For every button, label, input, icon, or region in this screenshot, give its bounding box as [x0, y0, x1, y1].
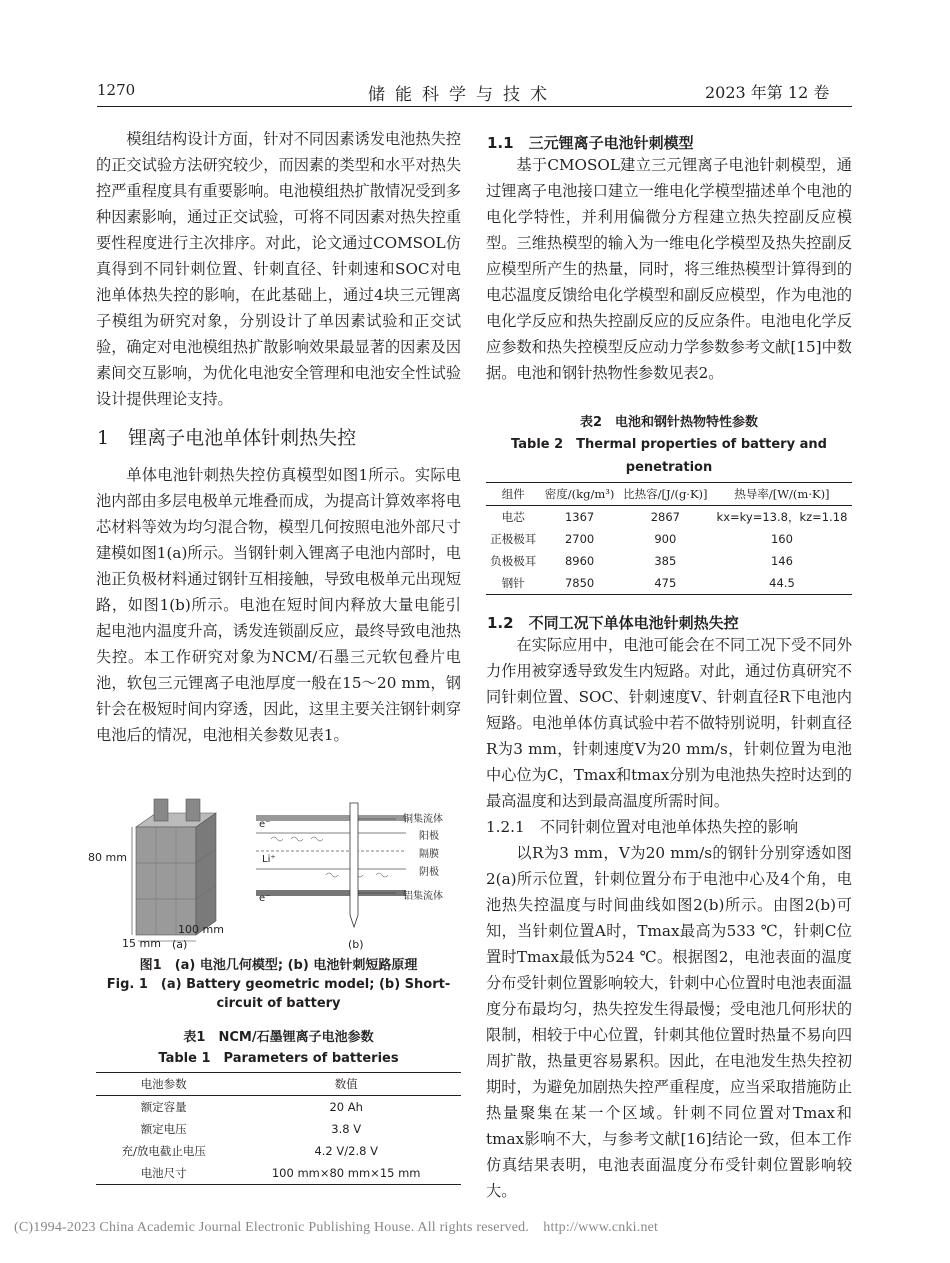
figure1-caption-cn: 图1 (a) 电池几何模型; (b) 电池针刺短路原理 [139, 958, 418, 973]
dim-80mm: 80 mm [88, 851, 127, 864]
table2-header: 比热容/[J/(g·K)] [619, 483, 712, 506]
figure1 [88, 795, 466, 955]
table2-cell: 385 [654, 554, 677, 568]
electron-bottom: e⁻ [259, 893, 271, 904]
dim-100mm: 100 mm [178, 923, 224, 936]
table-row [96, 1118, 461, 1140]
copyright-footer: (C)1994-2023 China Academic Journal Electronic Publishing House. All rights reserved. http://www.cnki.net [14, 1220, 659, 1235]
table1-cell: 4.2 V/2.8 V [314, 1144, 378, 1158]
table1-cell: 额定电压 [140, 1122, 187, 1136]
page-number: 1270 [97, 81, 136, 99]
table2-header: 热导率/[W/(m·K)] [712, 483, 852, 506]
table2-title-cn: 表2 电池和钢针热物特性参数 [579, 415, 759, 430]
section11-title: 1.1 三元锂离子电池针刺模型 [487, 134, 694, 152]
separator-label: 隔膜 [419, 849, 439, 860]
table-row [486, 506, 852, 529]
section12-paragraph: 在实际应用中，电池可能会在不同工况下受不同外力作用被穿透导致发生内短路。对此，通过仿真研究不同针刺位置、SOC、针刺速度V、针刺直径R下电池内短路。电池单体仿真试验中若不做特别说明，针刺直径R为3 mm，针刺速度V为20 mm/s，针刺位置为电池中心位为C，Tmax和tmax分别为电池热失控时达到的最高温度和达到最高温度所需时间。 [486, 636, 852, 810]
section1-paragraph: 单体电池针刺热失控仿真模型如图1所示。实际电池内部由多层电极单元堆叠而成，为提高计算效率将电芯材料等效为均匀混合物，模型几何按照电池外部尺寸建模如图1(a)所示。当钢针刺入锂离子电池内部时，电池正负极材料通过钢针互相接触，导致电极单元出现短路，如图1(b)所示。电池在短时间内释放大量电能引起电池内温度升高，诱发连锁副反应，最终导致电池热失控。本工作研究对象为NCM/石墨三元软包叠片电池，软包三元锂离子电池厚度一般在15～20 mm，钢针会在极短时间内穿透，因此，这里主要关注钢针刺穿电池后的情况，电池相关参数见表1。 [96, 466, 461, 744]
table1-cell: 充/放电截止电压 [121, 1144, 206, 1158]
table-row [96, 1096, 461, 1119]
table2-title-en-1: Table 2 Thermal properties of battery and [511, 437, 827, 452]
table2-cell: 8960 [564, 554, 595, 568]
table-row [486, 550, 852, 572]
table2-cell: 负极极耳 [490, 554, 537, 568]
table1-cell: 100 mm×80 mm×15 mm [231, 1162, 461, 1185]
label-b: (b) [348, 938, 364, 951]
table2-cell: 钢针 [486, 572, 540, 595]
table2-cell: 900 [654, 532, 677, 546]
section12-title: 1.2 不同工况下单体电池针刺热失控 [487, 614, 739, 632]
battery-model [132, 799, 216, 941]
table-row [486, 528, 852, 550]
table2-header: 密度/(kg/m³) [540, 483, 618, 506]
table2-header: 组件 [486, 483, 540, 506]
table1-cell: 20 Ah [329, 1100, 363, 1114]
table1-header: 电池参数 [96, 1073, 231, 1096]
cathode-label: 阴极 [419, 867, 439, 878]
table-row [486, 572, 852, 595]
cu-collector-label: 铜集流体 [403, 814, 443, 825]
al-collector-label: 铝集流体 [403, 891, 443, 902]
table1-title-cn: 表1 NCM/石墨锂离子电池参数 [183, 1030, 374, 1045]
table2 [486, 482, 852, 595]
table1-cell: 3.8 V [331, 1122, 362, 1136]
dim-15mm: 15 mm [122, 937, 161, 950]
table1-cell: 电池尺寸 [96, 1162, 231, 1185]
table2-cell: 1367 [564, 510, 595, 524]
table2-cell: 146 [770, 554, 793, 568]
figure1-caption-en: Fig. 1 (a) Battery geometric model; (b) Short-circuit of battery [106, 977, 451, 1011]
intro-paragraph: 模组结构设计方面，针对不同因素诱发电池热失控的正交试验方法研究较少，而因素的类型和水平对热失控严重程度具有重要影响。电池模组热扩散情况受到多种因素影响，通过正交试验，可将不同因素对热失控重要性程度进行主次排序。对此，论文通过COMSOL仿真得到不同针刺位置、针刺直径、针刺速和SOC对电池单体热失控的影响，在此基础上，通过4块三元锂离子模组为研究对象，分别设计了单因素试验和正交试验，确定对电池模组热扩散影响效果最显著的因素及因素间交互影响，为优化电池安全管理和电池安全性试验设计提供理论支持。 [96, 130, 461, 408]
section121-paragraph: 以R为3 mm，V为20 mm/s的钢针分别穿透如图2(a)所示位置，针刺位置分布于电池中心及4个角，电池热失控温度与时间曲线如图2(b)所示。由图2(b)可知，当针刺位置A时，Tmax最高为533 ℃，针刺C位置时Tmax最低为524 ℃。根据图2，电池表面的温度分布受针刺位置影响较大，针刺中心位置时电池表面温度分布最均匀，热失控发生得最慢；受电池几何形状的限制，相较于中心位置，针刺其他位置时热量不易向四周扩散，热量更容易累积。因此，在电池发生热失控初期时，为避免加剧热失控严重程度，应当采取措施防止热量聚集在某一个区域。针刺不同位置对Tmax和tmax影响不大，与参考文献[16]结论一致，但本工作仿真结果表明，电池表面温度分布受针刺位置影响较大。 [486, 844, 852, 1200]
label-a: (a) [172, 938, 188, 951]
issue-label: 2023 年第 12 卷 [705, 83, 830, 102]
section11-paragraph: 基于CMOSOL建立三元锂离子电池针刺模型，通过锂离子电池接口建立一维电化学模型描述单个电池的电化学特性，并利用偏微分方程建立热失控副反应模型。三维热模型的输入为一维电化学模型及热失控副反应模型所产生的热量，同时，将三维热模型计算得到的电芯温度反馈给电化学模型和副反应模型，作为电池的电化学反应和热失控副反应的反应条件。电池电化学反应参数和热失控模型反应动力学参数参考文献[15]中数据。电池和钢针热物性参数见表2。 [486, 156, 852, 382]
section121-title: 1.2.1 不同针刺位置对电池单体热失控的影响 [486, 818, 799, 836]
table-row [96, 1162, 461, 1185]
table2-cell: 475 [619, 572, 712, 595]
table2-cell: 7850 [540, 572, 618, 595]
table2-title-en-2: penetration [625, 460, 713, 475]
table-row [96, 1140, 461, 1162]
header-rule [97, 106, 852, 107]
table2-cell: kx=ky=13.8，kz=1.18 [716, 510, 848, 524]
table2-cell: 电芯 [501, 510, 525, 524]
short-circuit-diagram [256, 803, 406, 927]
lithium-ion: Li⁺ [262, 854, 276, 865]
table1-cell: 额定容量 [140, 1100, 187, 1114]
table2-cell: 2700 [564, 532, 595, 546]
table2-cell: 44.5 [712, 572, 852, 595]
table2-cell: 2867 [650, 510, 680, 524]
table2-cell: 正极极耳 [490, 532, 537, 546]
journal-title: 储能科学与技术 [368, 85, 557, 105]
table1 [96, 1072, 461, 1185]
electron-top: e⁻ [259, 819, 271, 830]
anode-label: 阳极 [419, 831, 439, 842]
table1-header: 数值 [231, 1073, 461, 1096]
section1-title: 1 锂离子电池单体针刺热失控 [97, 427, 357, 449]
table2-cell: 160 [770, 532, 793, 546]
table1-title-en: Table 1 Parameters of batteries [158, 1051, 399, 1066]
